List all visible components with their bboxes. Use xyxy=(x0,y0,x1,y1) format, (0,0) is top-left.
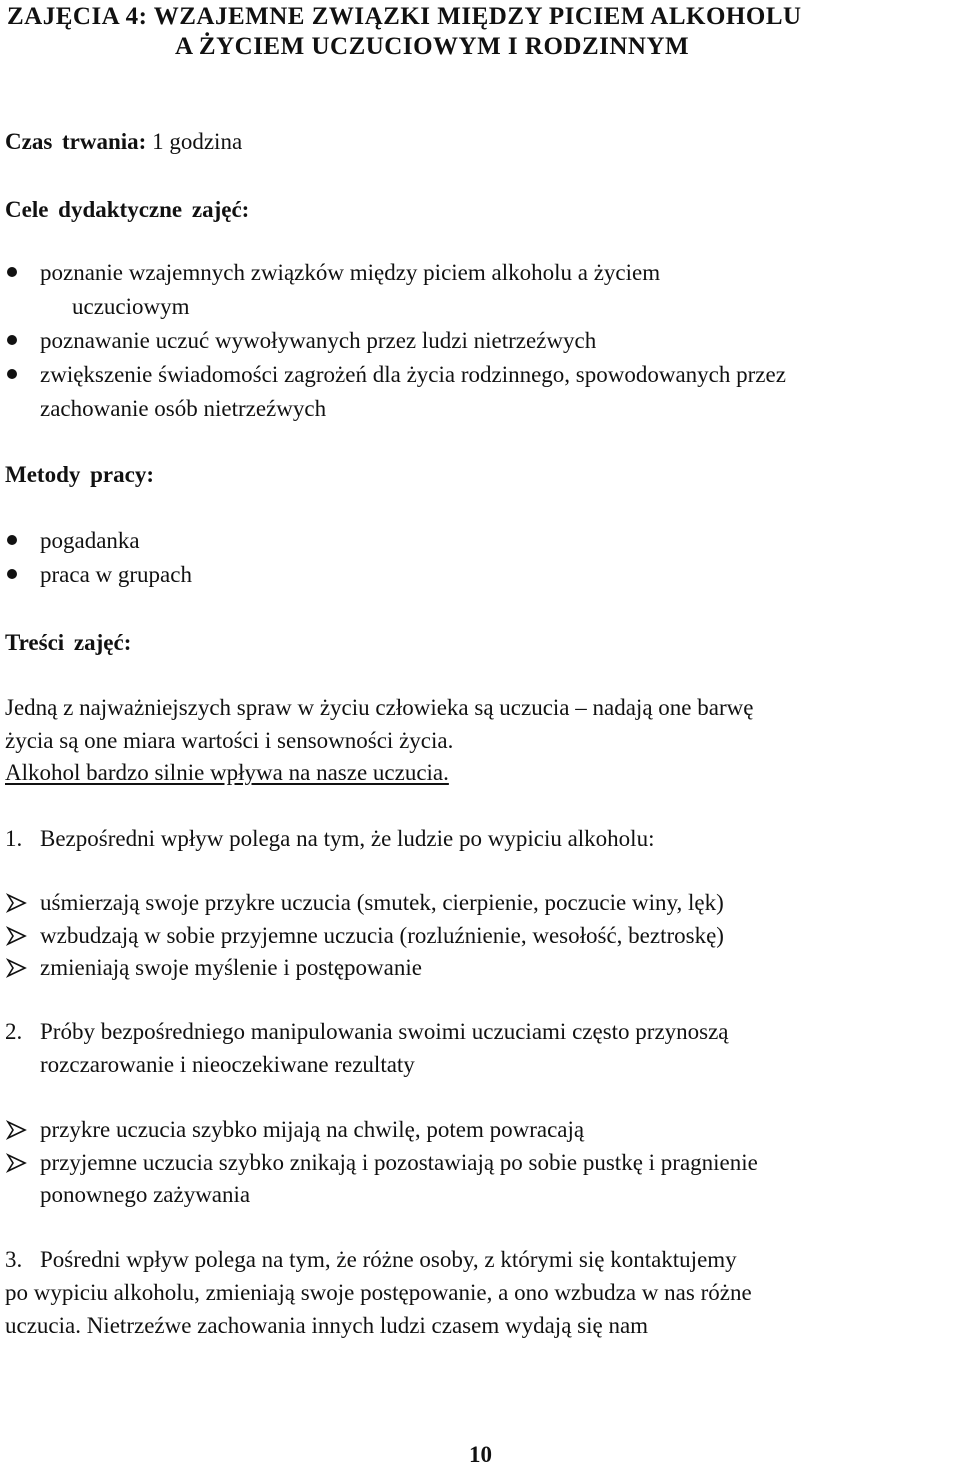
page-number: 10 xyxy=(469,1442,492,1467)
section1-number: 1. xyxy=(5,826,23,851)
goal-item-3-line2: zachowanie osób nietrzeźwych xyxy=(40,396,327,421)
arrow-bullet-icon xyxy=(6,1153,28,1173)
content-intro-line3: Alkohol bardzo silnie wpływa na nasze uczucia. xyxy=(5,760,449,785)
section1-item-1: uśmierzają swoje przykre uczucia (smutek, cierpienie, poczucie winy, lęk) xyxy=(40,890,724,915)
document-title-line2: A ŻYCIEM UCZUCIOWYM I RODZINNYM xyxy=(175,33,690,60)
section1-text: Bezpośredni wpływ polega na tym, że ludzie po wypiciu alkoholu: xyxy=(40,826,655,851)
duration-row xyxy=(5,129,242,155)
section3-number: 3. xyxy=(5,1247,23,1272)
bullet-icon xyxy=(7,535,17,545)
bullet-icon xyxy=(7,569,17,579)
bullet-icon xyxy=(7,335,17,345)
section2-line1: Próby bezpośredniego manipulowania swoimi uczuciami często przynoszą xyxy=(40,1019,729,1044)
section2-number: 2. xyxy=(5,1019,23,1044)
goal-item-1-line1: poznanie wzajemnych związków między piciem alkoholu a życiem xyxy=(40,260,661,285)
document-title-line1: ZAJĘCIA 4: WZAJEMNE ZWIĄZKI MIĘDZY PICIEM ALKOHOLU xyxy=(7,3,802,30)
section3-line3: uczucia. Nietrzeźwe zachowania innych ludzi czasem wydają się nam xyxy=(5,1313,649,1338)
methods-heading: Metody pracy: xyxy=(5,462,154,487)
goal-item-3-line1: zwiększenie świadomości zagrożeń dla życia rodzinnego, spowodowanych przez xyxy=(40,362,786,387)
section3-line1: Pośredni wpływ polega na tym, że różne osoby, z którymi się kontaktujemy xyxy=(40,1247,737,1272)
content-intro-line2: życia są one miara wartości i sensowności życia. xyxy=(5,728,454,753)
bullet-icon xyxy=(7,267,17,277)
section2-item-2-line2: ponownego zażywania xyxy=(40,1182,251,1207)
section2-item-2-line1: przyjemne uczucia szybko znikają i pozostawiają po sobie pustkę i pragnienie xyxy=(40,1150,758,1175)
section2-item-1: przykre uczucia szybko mijają na chwilę, potem powracają xyxy=(40,1117,585,1142)
method-item-2: praca w grupach xyxy=(40,562,192,587)
section1-item-2: wzbudzają w sobie przyjemne uczucia (rozluźnienie, wesołość, beztroskę) xyxy=(40,923,724,948)
duration-label: Czas trwania: xyxy=(5,129,147,154)
goal-item-1-line2: uczuciowym xyxy=(72,294,190,319)
arrow-bullet-icon xyxy=(6,893,28,913)
goals-heading: Cele dydaktyczne zajęć: xyxy=(5,197,250,222)
section2-line2: rozczarowanie i nieoczekiwane rezultaty xyxy=(40,1052,415,1077)
arrow-bullet-icon xyxy=(6,1120,28,1140)
content-heading: Treści zajęć: xyxy=(5,630,132,655)
bullet-icon xyxy=(7,369,17,379)
section1-item-3: zmieniają swoje myślenie i postępowanie xyxy=(40,955,422,980)
section3-line2: po wypiciu alkoholu, zmieniają swoje postępowanie, a ono wzbudza w nas różne xyxy=(5,1280,752,1305)
arrow-bullet-icon xyxy=(6,926,28,946)
duration-value: 1 godzina xyxy=(146,129,243,154)
method-item-1: pogadanka xyxy=(40,528,140,553)
content-intro-line1: Jedną z najważniejszych spraw w życiu człowieka są uczucia – nadają one barwę xyxy=(5,695,754,720)
goal-item-2-line1: poznawanie uczuć wywoływanych przez ludzi nietrzeźwych xyxy=(40,328,597,353)
arrow-bullet-icon xyxy=(6,958,28,978)
